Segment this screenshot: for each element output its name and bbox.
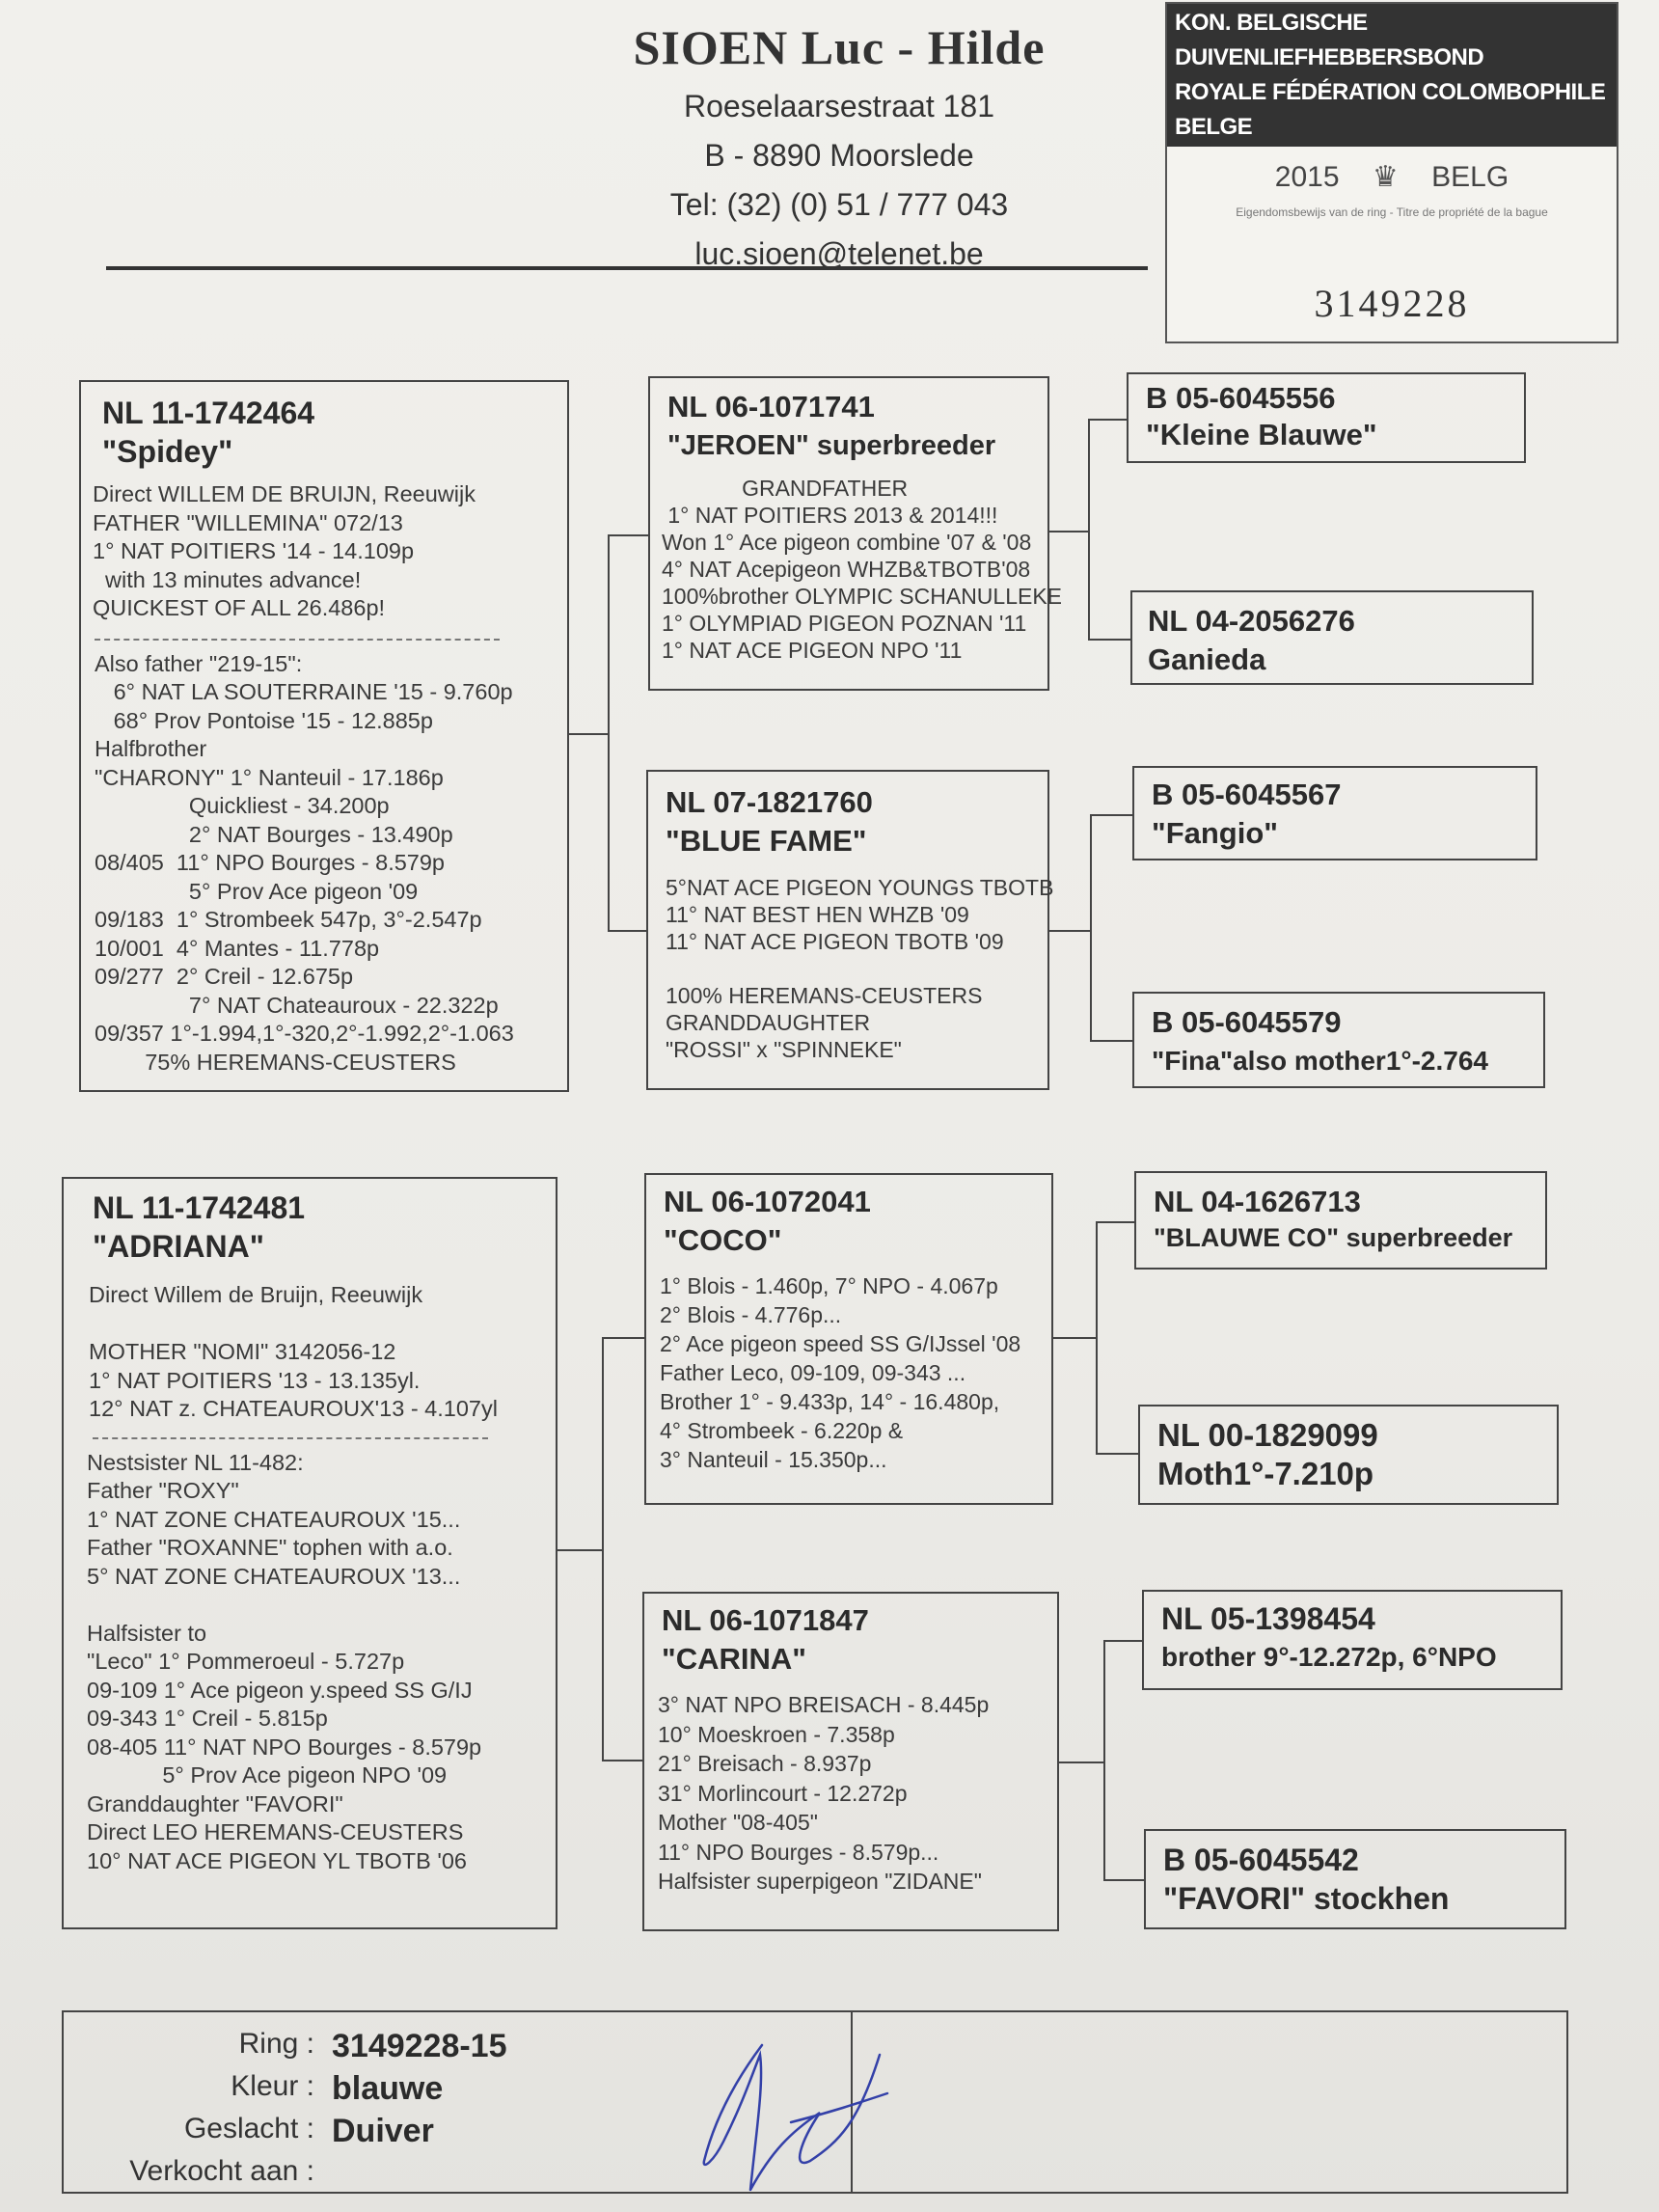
sex-value: Duiver [332,2113,434,2149]
certificate-caption: Eigendomsbewijs van de ring - Titre de propriété de la bague [1236,205,1548,219]
ring-certificate [1165,2,1618,343]
connector-line [1096,1453,1138,1455]
dam-dam-box [642,1592,1059,1931]
connector-line [608,534,648,536]
ggp1-box [1127,372,1526,463]
ggp1-name: "Kleine Blauwe" [1146,418,1377,451]
connector-line [1103,1640,1142,1642]
dam-ring: NL 11-1742481 [93,1190,306,1225]
breeder-city: B - 8890 Moorslede [704,138,974,173]
ggp3-ring: B 05-6045567 [1152,778,1342,811]
dam-dam-details: 3° NAT NPO BREISACH - 8.445p 10° Moeskroen - 7.358p 21° Breisach - 8.937p 31° Morlincourt - 12.272p Mother "08-405" 11° NPO Bourges - 8.579p... Halfsister superpigeon "ZIDANE" [658,1692,990,1894]
breeder-header [540,19,1138,272]
connector-line [1096,1221,1098,1455]
sire-sire-name: "JEROEN" superbreeder [667,430,996,461]
dam-separator [93,1437,488,1439]
connector-line [1096,1221,1134,1223]
ggp8-ring: B 05-6045542 [1163,1843,1359,1877]
connector-line [602,1337,604,1761]
ring-label: Ring : [238,2028,314,2060]
dam-box [62,1177,558,1929]
ggp2-box [1130,590,1534,685]
dam-details-more: Nestsister NL 11-482: Father "ROXY" 1° NAT ZONE CHATEAUROUX '15... Father "ROXANNE" tophen with a.o. 5° NAT ZONE CHATEAUROUX '13... Halfsister to "Leco" 1° Pommeroeul - 5.727p 09-109 1° Ace pigeon y.speed SS G/IJ 09-343 1° Creil - 5.815p 08-405 11° NAT NPO Bourges - 8.579p 5° Prov Ace pigeon NPO '09 Granddaughter "FAVORI" Direct LEO HEREMANS-CEUSTERS 10° NAT ACE PIGEON YL TBOTB '06 [87,1449,482,1873]
sire-box [79,380,569,1092]
ggp2-name: Ganieda [1148,642,1266,676]
ggp7-name: brother 9°-12.272p, 6°NPO [1161,1642,1497,1672]
sire-dam-details: 5°NAT ACE PIGEON YOUNGS TBOTB 11° NAT BEST HEN WHZB '09 11° NAT ACE PIGEON TBOTB '09 100% HEREMANS-CEUSTERS GRANDDAUGHTER "ROSSI" x "SPINNEKE" [666,875,1054,1062]
dam-details: Direct Willem de Bruijn, Reeuwijk MOTHER "NOMI" 3142056-12 1° NAT POITIERS '13 - 13.135yl. 12° NAT z. CHATEAUROUX'13 - 4.107yl [89,1282,498,1421]
ggp7-ring: NL 05-1398454 [1161,1601,1375,1636]
dam-dam-ring: NL 06-1071847 [662,1603,869,1637]
connector-line [569,733,608,735]
sire-sire-box [648,376,1063,691]
connector-line [1049,930,1090,932]
breeder-email: luc.sioen@telenet.be [694,236,984,271]
connector-line [1090,814,1132,816]
dam-sire-name: "COCO" [664,1223,782,1257]
signature-graphic [675,2016,907,2209]
ggp5-ring: NL 04-1626713 [1154,1185,1361,1218]
breeder-phone: Tel: (32) (0) 51 / 777 043 [669,187,1009,222]
ggp8-name: "FAVORI" stockhen [1163,1881,1450,1916]
ggp6-box [1138,1405,1559,1505]
connector-line [602,1760,642,1761]
ggp6-name: Moth1°-7.210p [1157,1456,1374,1491]
connector-line [1103,1640,1105,1881]
ggp3-name: "Fangio" [1152,816,1278,850]
ring-value: 3149228-15 [332,2028,507,2064]
federation-name-nl: KON. BELGISCHE DUIVENLIEFHEBBERSBOND [1175,10,1484,70]
certificate-country: BELG [1431,161,1509,193]
connector-line [602,1337,644,1339]
ggp6-ring: NL 00-1829099 [1157,1417,1378,1453]
ggp4-ring: B 05-6045579 [1152,1005,1342,1039]
connector-line [1059,1761,1103,1763]
connector-line [1053,1337,1096,1339]
ggp2-ring: NL 04-2056276 [1148,604,1355,638]
color-label: Kleur : [231,2070,314,2102]
connector-line [1090,1040,1132,1042]
sire-name: "Spidey" [102,434,233,469]
dam-sire-box [644,1173,1053,1505]
federation-banner [1167,4,1617,147]
sire-sire-ring: NL 06-1071741 [667,390,875,423]
ggp5-name: "BLAUWE CO" superbreeder [1154,1223,1513,1252]
sire-dam-name: "BLUE FAME" [666,824,867,858]
connector-line [1088,419,1127,421]
ggp7-box [1142,1590,1563,1690]
sire-separator [95,639,500,641]
ggp4-box [1132,992,1545,1088]
breeder-name: SIOEN Luc - Hilde [633,20,1046,74]
connector-line [1088,639,1130,641]
sire-details: Direct WILLEM DE BRUIJN, Reeuwijk FATHER "WILLEMINA" 072/13 1° NAT POITIERS '14 - 14.109p with 13 minutes advance! QUICKEST OF ALL 26.486p! [93,481,476,620]
ggp4-name: "Fina"also mother1°-2.764 [1152,1046,1488,1076]
dam-name: "ADRIANA" [93,1229,264,1264]
connector-line [1088,419,1090,641]
ggp1-ring: B 05-6045556 [1146,381,1336,415]
dam-dam-name: "CARINA" [662,1642,806,1676]
ggp5-box [1134,1171,1547,1270]
crown-icon: ♛ [1372,161,1399,193]
connector-line [1090,814,1092,1042]
ggp3-box [1132,766,1537,860]
sire-details-more: Also father "219-15": 6° NAT LA SOUTERRAINE '15 - 9.760p 68° Prov Pontoise '15 - 12.885p Halfbrother "CHARONY" 1° Nanteuil - 17.186p Quickliest - 34.200p 2° NAT Bourges - 13.490p 08/405 11° NPO Bourges - 8.579p 5° Prov Ace pigeon '09 09/183 1° Strombeek 547p, 3°-2.547p 10/001 4° Mantes - 11.778p 09/277 2° Creil - 12.675p 7° NAT Chateauroux - 22.322p 09/357 1°-1.994,1°-320,2°-1.992,2°-1.063 75% HEREMANS-CEUSTERS [95,650,514,1075]
sex-label: Geslacht : [183,2113,314,2144]
sire-dam-ring: NL 07-1821760 [666,785,873,819]
connector-line [1103,1879,1144,1881]
sire-dam-box [646,770,1054,1090]
dam-sire-ring: NL 06-1072041 [664,1185,871,1218]
connector-line [558,1549,602,1551]
breeder-address: Roeselaarsestraat 181 [684,89,994,123]
federation-name-fr: ROYALE FÉDÉRATION COLOMBOPHILE BELGE [1175,79,1606,140]
certificate-ring-number: 3149228 [1314,282,1470,325]
dam-sire-details: 1° Blois - 1.460p, 7° NPO - 4.067p 2° Blois - 4.776p... 2° Ace pigeon speed SS G/IJssel '08 Father Leco, 09-109, 09-343 ... Brother 1° - 9.433p, 14° - 16.480p, 4° Strombeek - 6.220p & 3° Nanteuil - 15.350p... [660,1273,1021,1472]
ggp8-box [1144,1829,1566,1929]
certificate-year: 2015 [1274,161,1340,193]
connector-line [1049,531,1088,533]
sire-ring: NL 11-1742464 [102,396,315,430]
sold-to-label: Verkocht aan : [129,2155,314,2187]
sire-sire-details: GRANDFATHER 1° NAT POITIERS 2013 & 2014!!! Won 1° Ace pigeon combine '07 & '08 4° NAT Acepigeon WHZB&TBOTB'08 100%brother OLYMPIC SCHANULLEKE 1° OLYMPIAD PIGEON POZNAN '11 1° NAT ACE PIGEON NPO '11 [662,476,1063,663]
header-divider [106,266,1148,270]
color-value: blauwe [332,2070,444,2107]
connector-line [608,534,610,932]
connector-line [608,930,648,932]
